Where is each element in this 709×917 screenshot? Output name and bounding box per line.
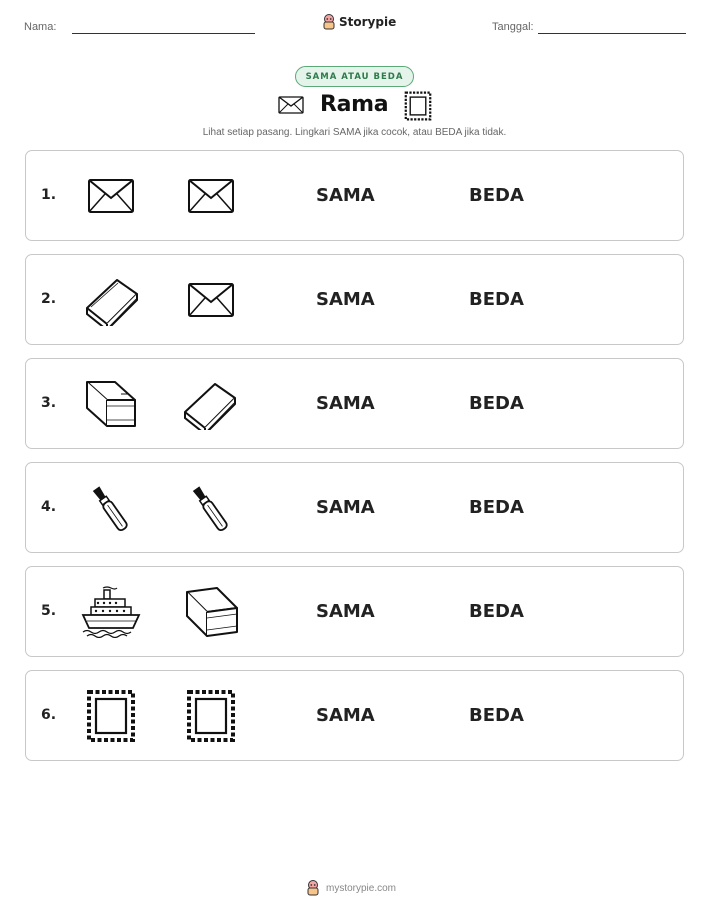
question-number: 5. xyxy=(41,603,57,619)
stamp-icon xyxy=(404,91,432,121)
stamp-icon xyxy=(181,690,241,742)
date-label: Tanggal: xyxy=(492,21,534,33)
different-option[interactable]: BEDA xyxy=(469,393,524,414)
ship-icon xyxy=(81,586,141,638)
same-option[interactable]: SAMA xyxy=(316,601,375,622)
book-icon xyxy=(81,378,141,430)
same-option[interactable]: SAMA xyxy=(316,705,375,726)
question-row-4 xyxy=(25,462,684,553)
question-row-3 xyxy=(25,358,684,449)
different-option[interactable]: BEDA xyxy=(469,601,524,622)
instructions: Lihat setiap pasang. Lingkari SAMA jika cocok, atau BEDA jika tidak. xyxy=(202,127,507,138)
same-option[interactable]: SAMA xyxy=(316,497,375,518)
envelope-icon xyxy=(278,96,304,114)
book-icon xyxy=(181,378,241,430)
envelope-icon xyxy=(81,170,141,222)
different-option[interactable]: BEDA xyxy=(469,185,524,206)
name-field-line[interactable] xyxy=(72,33,255,34)
book-icon xyxy=(81,274,141,326)
question-number: 3. xyxy=(41,395,57,411)
different-option[interactable]: BEDA xyxy=(469,497,524,518)
footer xyxy=(306,880,396,896)
envelope-icon xyxy=(181,170,241,222)
envelope-icon xyxy=(181,274,241,326)
stamp-icon xyxy=(81,690,141,742)
footer-website: mystorypie.com xyxy=(326,882,397,894)
question-row-5 xyxy=(25,566,684,657)
question-number: 6. xyxy=(41,707,57,723)
brand-name: Storypie xyxy=(339,15,397,29)
fountain-pen-icon xyxy=(81,482,141,534)
question-number: 2. xyxy=(41,291,57,307)
question-row-2 xyxy=(25,254,684,345)
name-label: Nama: xyxy=(24,21,57,33)
book-icon xyxy=(181,586,241,638)
page-title: Rama xyxy=(320,92,389,117)
question-row-6 xyxy=(25,670,684,761)
title-row xyxy=(278,92,438,122)
different-option[interactable]: BEDA xyxy=(469,705,524,726)
date-field-line[interactable] xyxy=(538,33,686,34)
storypie-mascot-icon xyxy=(306,880,320,896)
question-number: 1. xyxy=(41,187,57,203)
different-option[interactable]: BEDA xyxy=(469,289,524,310)
question-number: 4. xyxy=(41,499,57,515)
same-option[interactable]: SAMA xyxy=(316,393,375,414)
same-option[interactable]: SAMA xyxy=(316,289,375,310)
same-option[interactable]: SAMA xyxy=(316,185,375,206)
brand-logo xyxy=(322,14,396,30)
question-row-1 xyxy=(25,150,684,241)
storypie-mascot-icon xyxy=(322,14,336,30)
worksheet-type-badge: SAMA ATAU BEDA xyxy=(295,66,414,87)
fountain-pen-icon xyxy=(181,482,241,534)
